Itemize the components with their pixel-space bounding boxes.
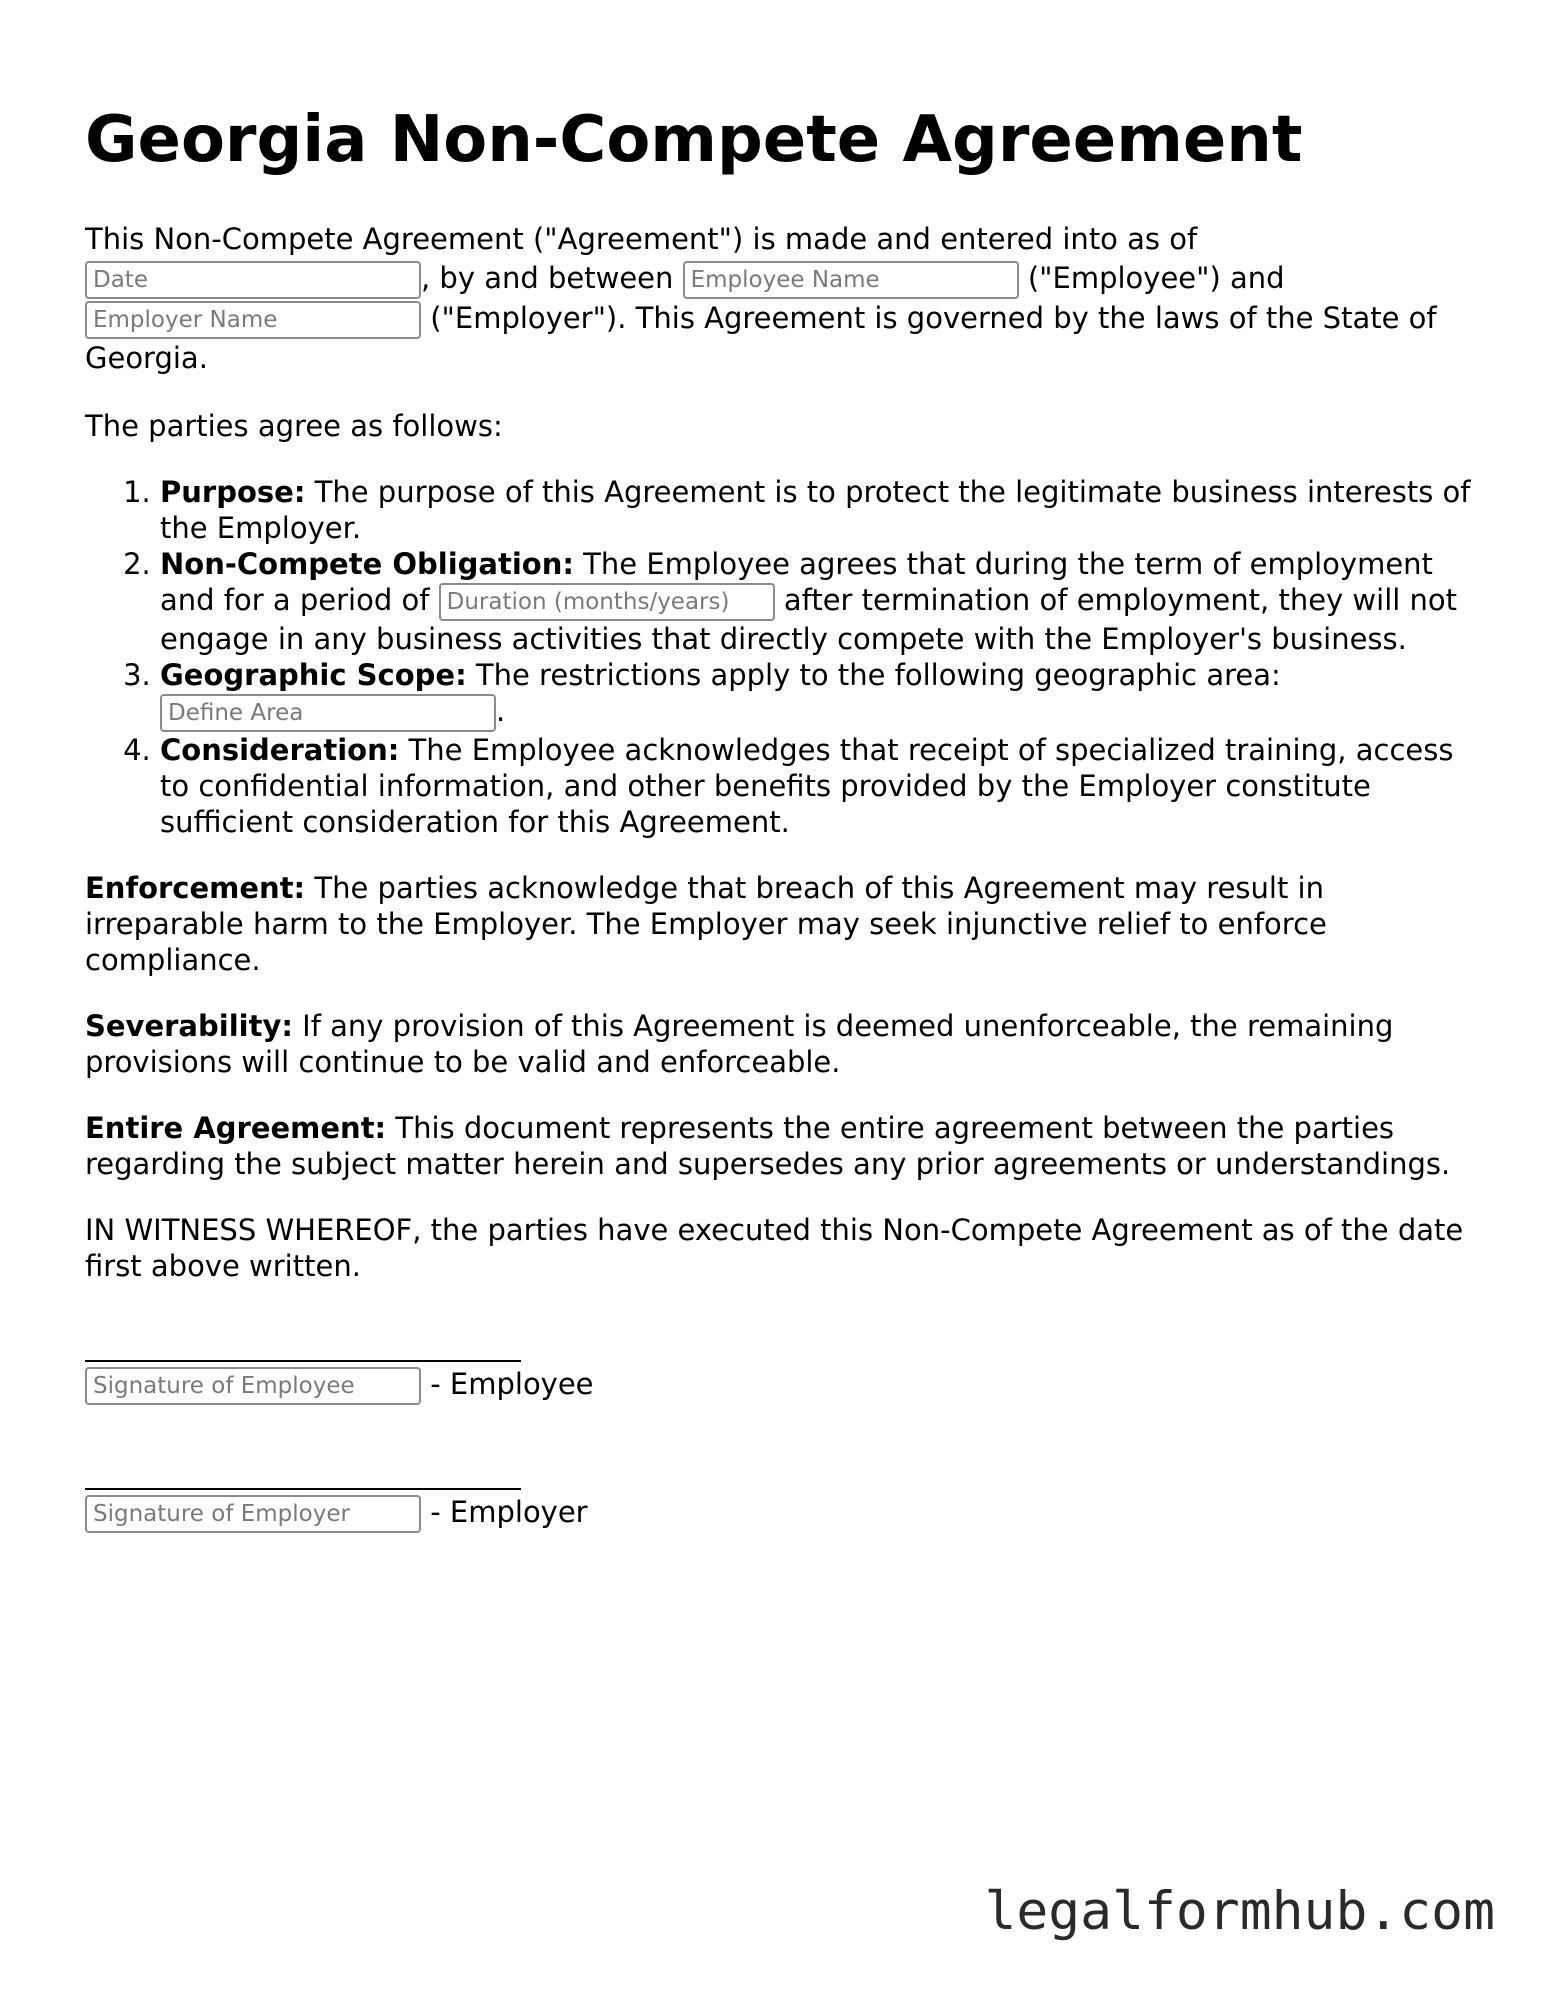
define-area-input[interactable] — [160, 694, 496, 732]
term-consideration-heading: Consideration: — [160, 733, 400, 767]
term-purpose-text: The purpose of this Agreement is to protect the legitimate business interests of the Employer. — [160, 475, 1471, 545]
enforcement-heading: Enforcement: — [85, 871, 306, 905]
term-geographic-text-1: The restrictions apply to the following geographic area: — [475, 658, 1281, 692]
employer-role-label: - Employer — [430, 1495, 588, 1529]
term-non-compete-heading: Non-Compete Obligation: — [160, 547, 574, 581]
signature-block — [85, 1334, 1475, 1532]
enforcement-text: The parties acknowledge that breach of this Agreement may result in irreparable harm to the Employer. The Employer may seek injunctive relief to enforce compliance. — [85, 871, 1327, 977]
entire-agreement-heading: Entire Agreement: — [85, 1111, 387, 1145]
intro-paragraph — [85, 220, 1475, 378]
severability-paragraph — [85, 1008, 1475, 1080]
term-purpose-heading: Purpose: — [160, 475, 306, 509]
entire-agreement-paragraph — [85, 1110, 1475, 1182]
terms-list — [85, 474, 1475, 840]
intro-text-4: ("Employer"). This Agreement is governed by the laws of the State of Georgia. — [85, 301, 1437, 375]
date-input[interactable] — [85, 261, 421, 299]
term-non-compete — [160, 546, 1475, 657]
enforcement-paragraph — [85, 870, 1475, 978]
intro-text-1: This Non-Compete Agreement ("Agreement") is made and entered into as of — [85, 222, 1198, 256]
employee-signature-line — [85, 1334, 521, 1362]
term-purpose — [160, 474, 1475, 546]
term-non-compete-text-1: The Employee agrees that during the term of employment and for a period of — [160, 547, 1433, 617]
employer-signature-row — [85, 1492, 1475, 1532]
term-geographic-text-2: . — [496, 694, 506, 728]
document-title: Georgia Non-Compete Agreement — [85, 103, 1303, 177]
footer-brand: legalformhub.com — [984, 1881, 1495, 1942]
parties-agree-text: The parties agree as follows: — [85, 409, 503, 443]
term-consideration-text: The Employee acknowledges that receipt of specialized training, access to confidential information, and other benefits provided by the Employer constitute sufficient consideration for this Agreement. — [160, 733, 1454, 839]
employee-signature-row — [85, 1364, 1475, 1404]
term-non-compete-text-2: after termination of employment, they will not engage in any business activities that directly compete with the Employer's business. — [160, 583, 1458, 656]
term-consideration — [160, 732, 1475, 840]
duration-input[interactable] — [439, 583, 775, 621]
witness-paragraph: IN WITNESS WHEREOF, the parties have executed this Non-Compete Agreement as of the date first above written. — [85, 1213, 1464, 1283]
severability-text: If any provision of this Agreement is deemed unenforceable, the remaining provisions will continue to be valid and enforceable. — [85, 1009, 1394, 1079]
entire-agreement-text: This document represents the entire agreement between the parties regarding the subject matter herein and supersedes any prior agreements or understandings. — [85, 1111, 1451, 1181]
agreement-document — [85, 100, 1475, 1532]
employee-name-input[interactable] — [683, 261, 1019, 299]
employer-name-input[interactable] — [85, 301, 421, 339]
employee-role-label: - Employee — [430, 1367, 594, 1401]
severability-heading: Severability: — [85, 1009, 293, 1043]
intro-text-2: , by and between — [421, 261, 674, 295]
employer-signature-line — [85, 1462, 521, 1490]
intro-text-3: ("Employee") and — [1027, 261, 1285, 295]
term-geographic-heading: Geographic Scope: — [160, 658, 467, 692]
employee-signature-input[interactable] — [85, 1367, 421, 1405]
employer-signature-input[interactable] — [85, 1495, 421, 1533]
term-geographic-scope — [160, 657, 1475, 732]
